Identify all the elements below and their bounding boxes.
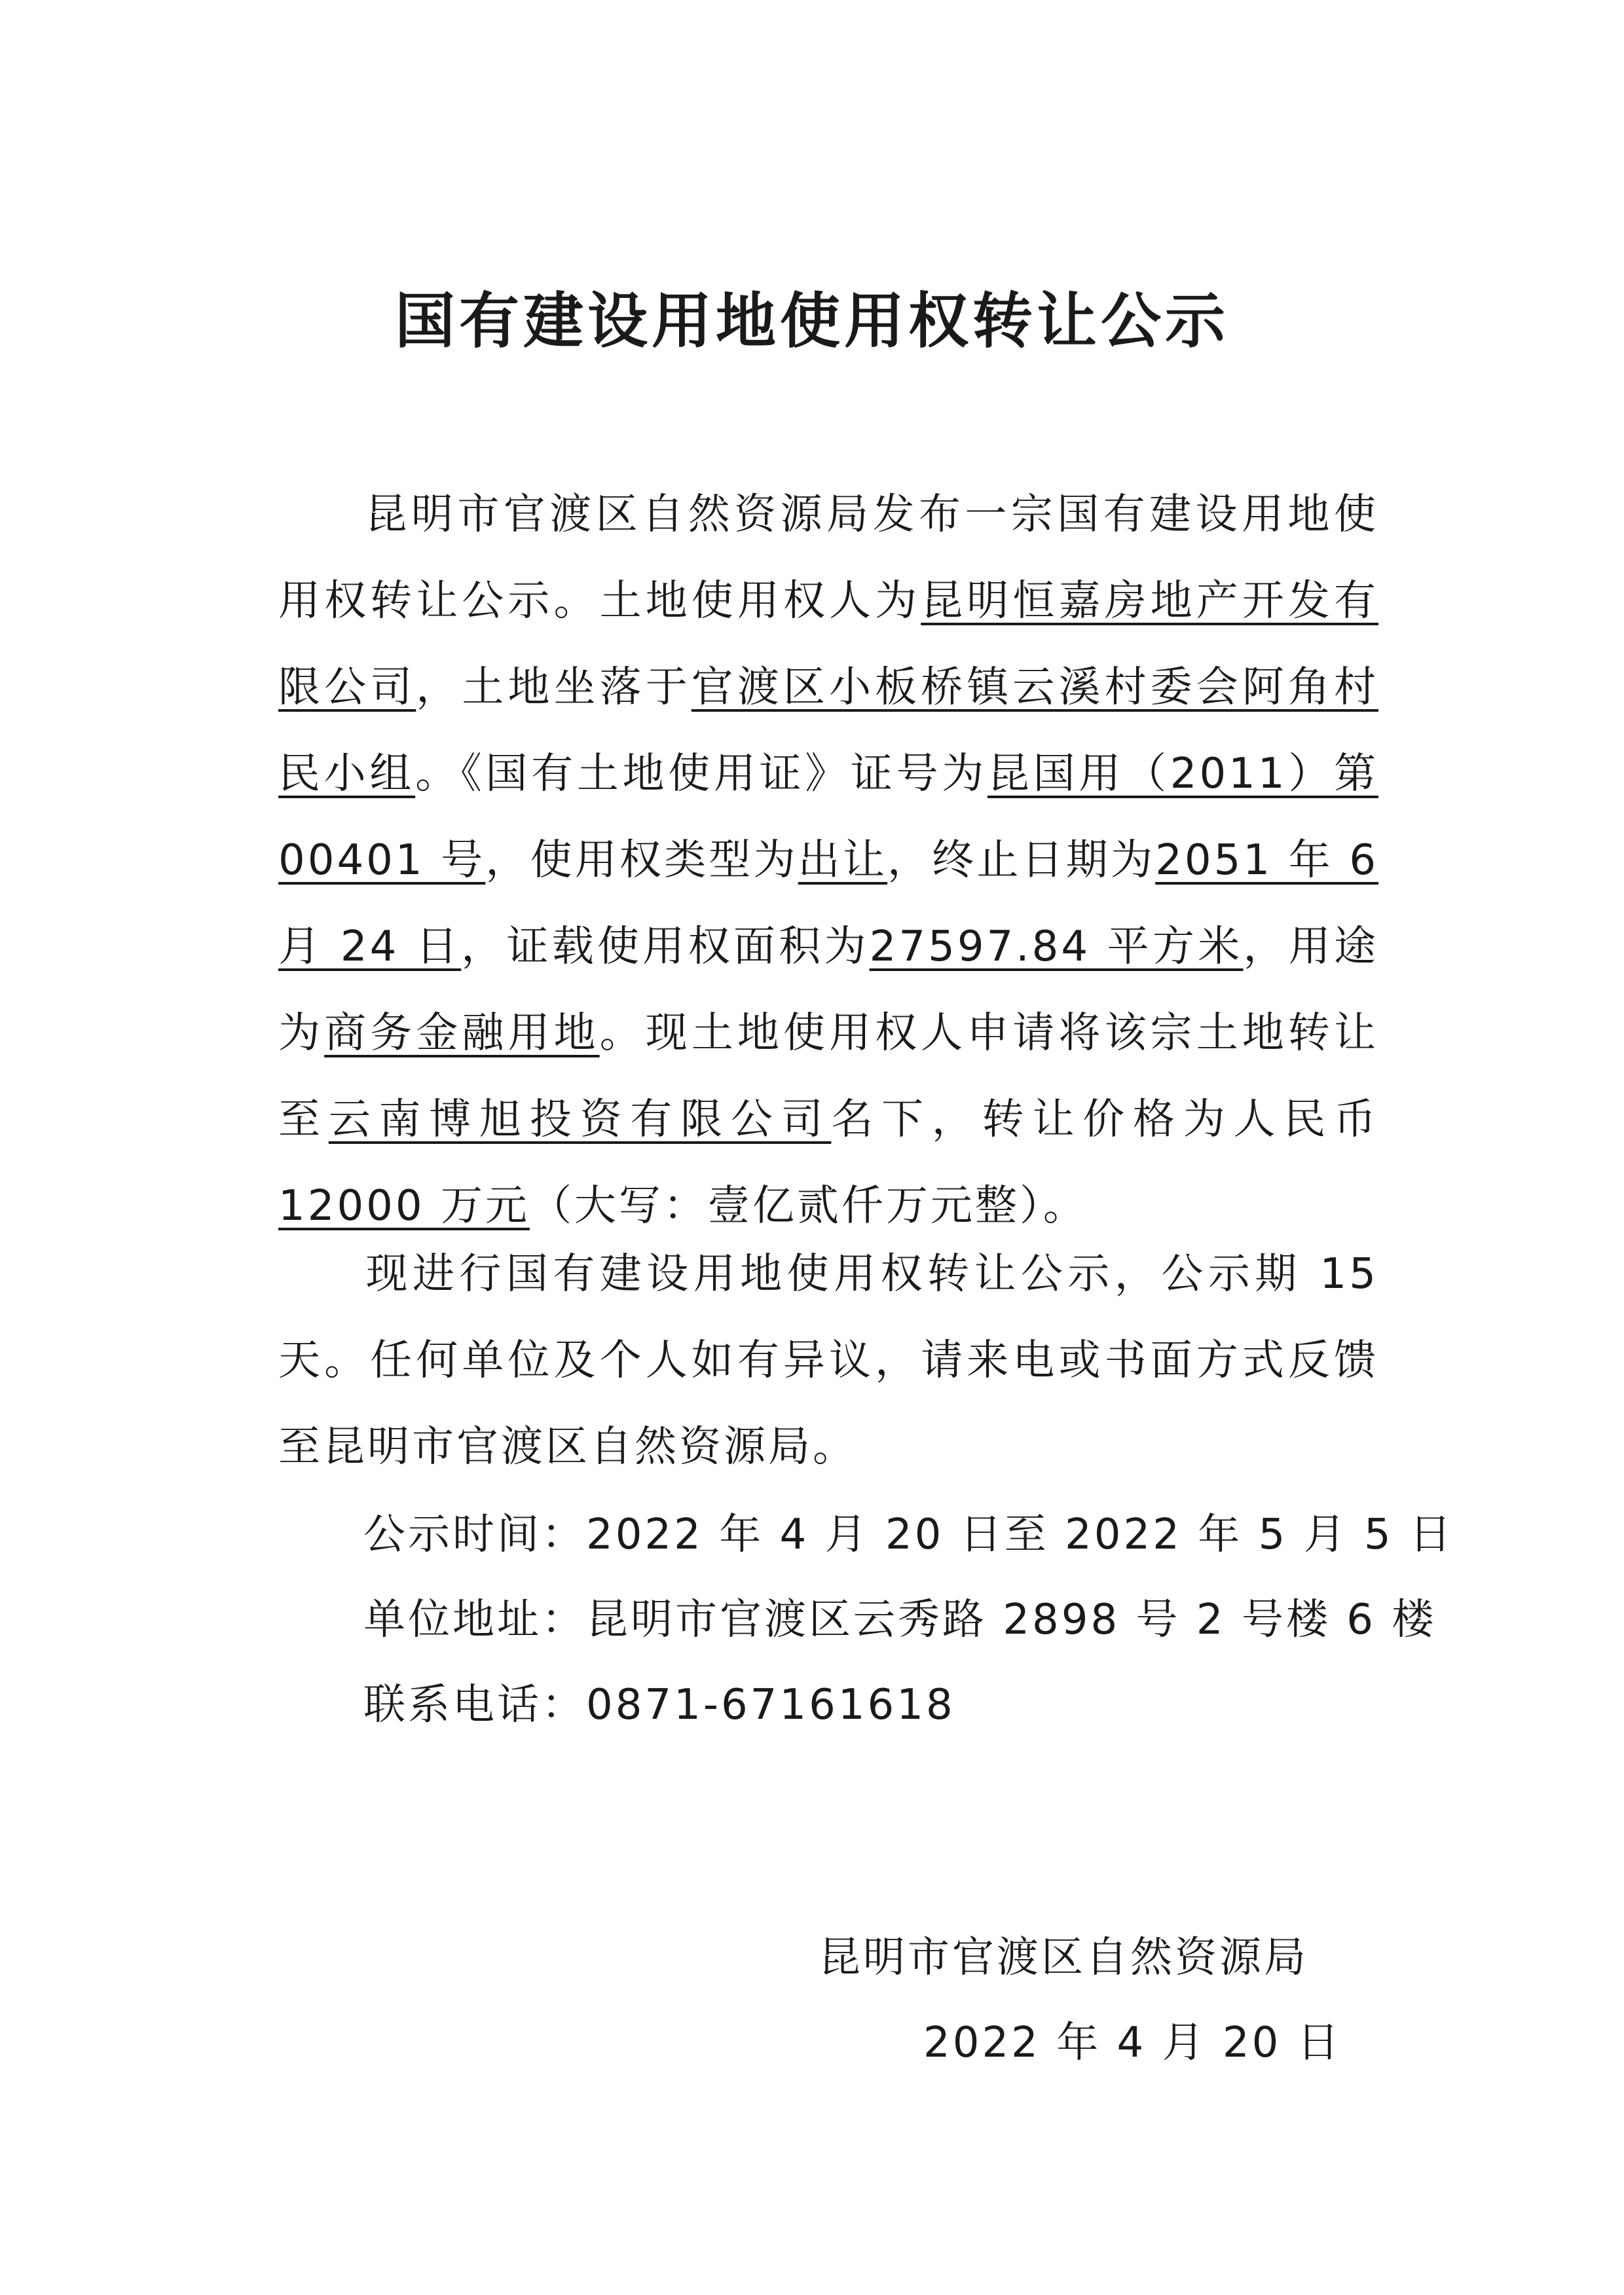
land-holder: 昆明恒嘉房地产开发有限公司 (278, 577, 1379, 712)
right-type: 出让 (798, 836, 888, 885)
text-segment: 名下，转让价格为人民币 (831, 1095, 1379, 1144)
signature-organization: 昆明市官渡区自然资源局 (819, 1934, 1308, 1982)
text-segment: ，用途为 (278, 923, 1379, 1057)
land-area: 27597.84 平方米 (869, 923, 1244, 971)
office-address: 单位地址：昆明市官渡区云秀路 2898 号 2 号楼 6 楼 (363, 1596, 1437, 1644)
contact-phone: 联系电话：0871-67161618 (363, 1681, 955, 1729)
text-segment: 昆明市官渡区自然资源局发布一宗国有建设用地使用权转让公示。土地使用权人为 (278, 490, 1378, 625)
transfer-price: 12000 万元 (278, 1182, 530, 1230)
text-segment: ，使用权类型为 (485, 836, 798, 885)
land-location: 官渡区小板桥镇云溪村委会阿角村民小组 (278, 663, 1379, 798)
text-segment: 。现土地使用权人申请将该宗土地转让至 (278, 1009, 1379, 1144)
text-segment: 现进行国有建设用地使用权转让公示，公示期 15 天。任何单位及个人如有异议，请来电或书面方式反馈至昆明市官渡区自然资源局。 (278, 1250, 1378, 1471)
notice-paragraph-2 (278, 1231, 1378, 1490)
text-segment: 。《国有土地使用证》证号为 (415, 750, 987, 798)
certificate-number: 昆国用（2011）第 00401 号 (278, 750, 1378, 885)
text-segment: ，证载使用权面积为 (461, 923, 870, 971)
signature-date: 2022 年 4 月 20 日 (923, 2019, 1342, 2067)
end-date: 2051 年 6 月 24 日 (278, 836, 1379, 971)
text-segment: ，终止日期为 (887, 836, 1156, 885)
notice-paragraph-1 (278, 471, 1378, 1249)
text-segment: ，土地坐落于 (416, 663, 692, 712)
page-title: 国有建设用地使用权转让公示 (394, 285, 1229, 356)
transferee: 云南博旭投资有限公司 (328, 1095, 832, 1144)
notice-period: 公示时间：2022 年 4 月 20 日至 2022 年 5 月 5 日 (363, 1511, 1454, 1559)
land-usage: 商务金融用地 (324, 1009, 600, 1057)
text-segment: （大写：壹亿贰仟万元整）。 (529, 1182, 1088, 1230)
